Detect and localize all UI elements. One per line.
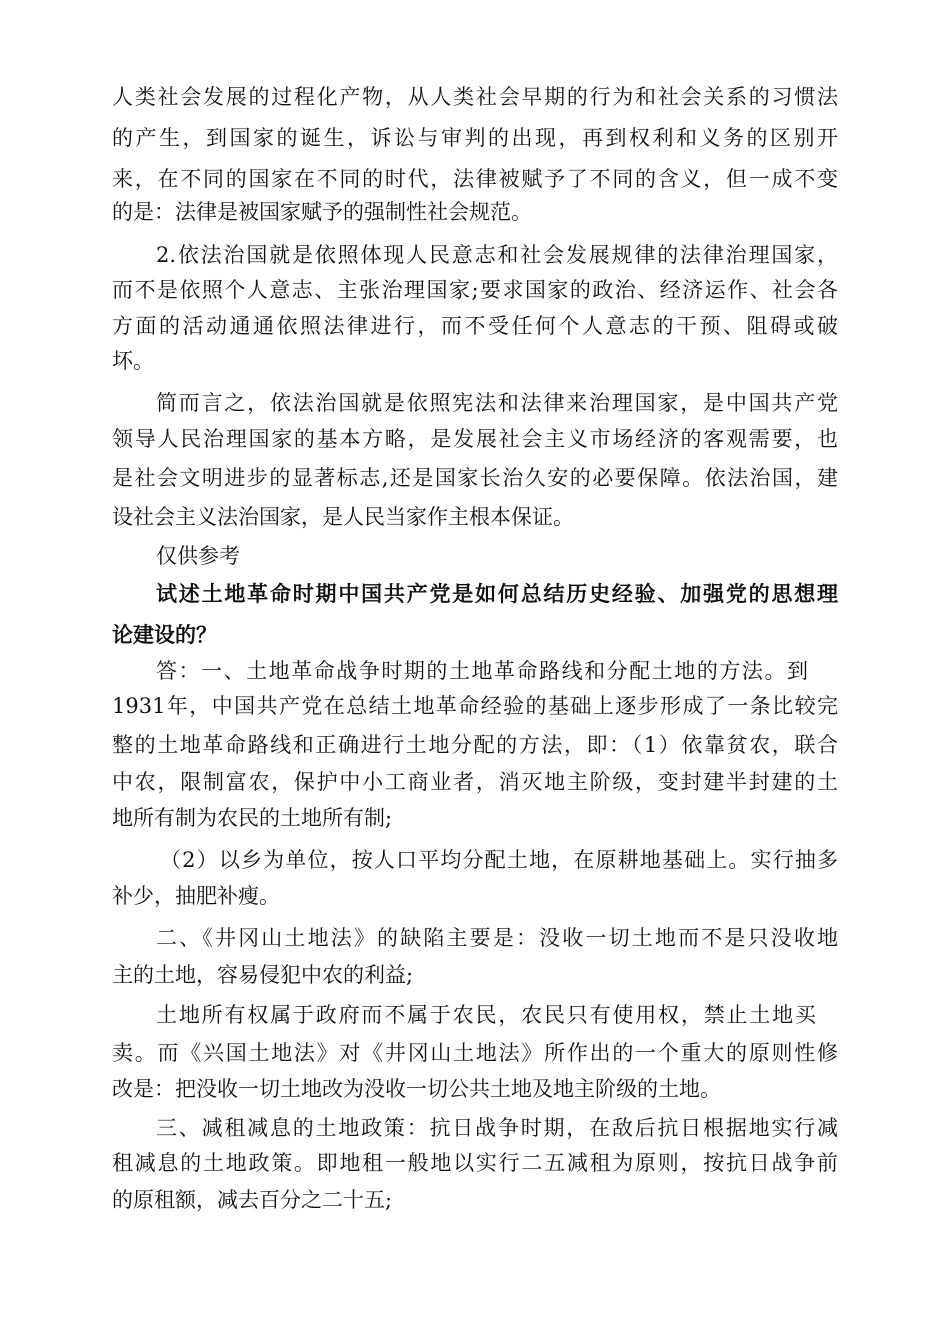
text-line: 人类社会发展的过程化产物，从人类社会早期的行为和社会关系的习惯法 bbox=[112, 85, 838, 109]
text-line: 中农，限制富农，保护中小工商业者，消灭地主阶级，变封建半封建的土 bbox=[112, 770, 838, 794]
text-line: 设社会主义法治国家，是人民当家作主根本保证。 bbox=[112, 505, 574, 529]
question-heading: 论建设的？ bbox=[112, 623, 217, 647]
text-line: 的原租额，减去百分之二十五; bbox=[112, 1188, 393, 1212]
text-line: 坏。 bbox=[112, 349, 154, 373]
text-line: 来，在不同的国家在不同的时代，法律被赋予了不同的含义，但一成不变 bbox=[112, 167, 838, 191]
text-line: 1931年，中国共产党在总结土地革命经验的基础上逐步形成了一条比较完 bbox=[112, 694, 838, 718]
text-line: 简而言之，依法治国就是依照宪法和法律来治理国家，是中国共产党 bbox=[156, 391, 838, 415]
text-line: 主的土地，容易侵犯中农的利益; bbox=[112, 963, 414, 987]
text-line: 答：一、土地革命战争时期的土地革命路线和分配土地的方法。到 bbox=[156, 659, 808, 683]
question-heading: 试述土地革命时期中国共产党是如何总结历史经验、加强党的思想理 bbox=[156, 582, 838, 606]
text-line: 改是：把没收一切土地改为没收一切公共土地及地主阶级的土地。 bbox=[112, 1077, 721, 1101]
text-line: 2.依法治国就是依照体现人民意志和社会发展规律的法律治理国家， bbox=[156, 243, 838, 267]
text-line: 补少，抽肥补瘦。 bbox=[112, 884, 280, 908]
text-line: 二、《井冈山土地法》的缺陷主要是：没收一切土地而不是只没收地 bbox=[156, 926, 838, 950]
text-line: 方面的活动通通依照法律进行，而不受任何个人意志的干预、阻碍或破 bbox=[112, 314, 838, 338]
text-line: 地所有制为农民的土地所有制; bbox=[112, 806, 393, 830]
text-line: 而不是依照个人意志、主张治理国家;要求国家的政治、经济运作、社会各 bbox=[112, 278, 838, 302]
text-line: 卖。而《兴国土地法》对《井冈山土地法》所作出的一个重大的原则性修 bbox=[112, 1041, 838, 1065]
text-line: 三、减租减息的土地政策：抗日战争时期，在敌后抗日根据地实行减 bbox=[156, 1116, 838, 1140]
text-line: 整的土地革命路线和正确进行土地分配的方法，即：（1）依靠贫农，联合 bbox=[112, 733, 838, 757]
text-line: 仅供参考 bbox=[156, 544, 240, 568]
text-line: 领导人民治理国家的基本方略，是发展社会主义市场经济的客观需要，也 bbox=[112, 427, 838, 451]
text-line: 的是：法律是被国家赋予的强制性社会规范。 bbox=[112, 200, 532, 224]
text-line: 是社会文明进步的显著标志,还是国家长治久安的必要保障。依法治国，建 bbox=[112, 466, 838, 490]
text-line: 土地所有权属于政府而不属于农民，农民只有使用权，禁止土地买 bbox=[156, 1003, 816, 1027]
text-line: 租减息的土地政策。即地租一般地以实行二五减租为原则，按抗日战争前 bbox=[112, 1151, 838, 1175]
text-line: 的产生，到国家的诞生，诉讼与审判的出现，再到权利和义务的区别开 bbox=[112, 126, 838, 150]
text-line: （2）以乡为单位，按人口平均分配土地，在原耕地基础上。实行抽多 bbox=[160, 848, 838, 872]
